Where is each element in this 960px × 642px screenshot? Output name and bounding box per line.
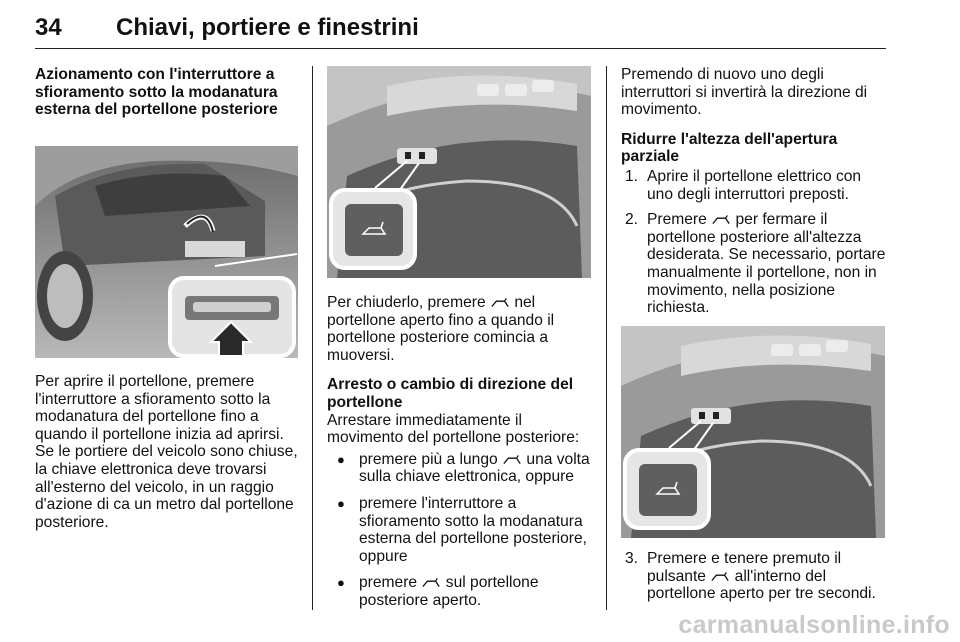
tailgate-button-illustration — [621, 326, 885, 538]
bullet-list — [327, 451, 591, 610]
car-rear-illustration — [35, 146, 298, 358]
tailgate-button-illustration — [327, 66, 591, 278]
list-item — [327, 495, 591, 565]
column-1 — [35, 66, 298, 119]
column-3 — [621, 66, 887, 325]
section-heading: Azionamento con l'interruttore a sfioramento sotto la modanatura esterna del portellone posteriore — [35, 66, 278, 119]
list-item — [327, 451, 591, 486]
tailgate-icon — [490, 297, 510, 309]
section-heading: Ridurre l'altezza dell'apertura parziale — [621, 130, 838, 166]
text: all'interno del portellone aperto per tre secondi. — [647, 567, 876, 603]
paragraph — [327, 294, 591, 364]
tailgate-icon — [710, 571, 730, 583]
tailgate-icon — [502, 454, 522, 466]
text: premere — [359, 574, 418, 592]
list-item — [621, 168, 887, 203]
step-number: 2. — [625, 211, 639, 229]
page-number: 34 — [35, 14, 62, 41]
column-divider — [312, 66, 313, 610]
text: per fermare il portellone posteriore all'altezza desiderata. Se necessario, portare manualmente il portellone, non in movimento, nella posizione richiesta. — [647, 211, 886, 317]
paragraph: Premendo di nuovo uno degli interruttori si invertirà la direzione di movimento. — [621, 66, 868, 119]
step-number: 3. — [625, 550, 639, 567]
bullet: ● — [337, 451, 345, 467]
text: nel portellone aperto fino a quando il portellone posteriore comincia a muoversi. — [327, 294, 555, 364]
text: Per chiuderlo, premere — [327, 294, 486, 311]
bullet: ● — [337, 495, 345, 511]
page-title: Chiavi, portiere e finestrini — [116, 14, 419, 41]
text: Premere — [647, 211, 707, 229]
watermark: carmanualsonline.info — [678, 611, 950, 639]
text: sul portellone posteriore aperto. — [359, 574, 539, 609]
list-item — [327, 574, 591, 609]
tailgate-icon — [711, 214, 731, 226]
list-item — [621, 211, 887, 317]
text: una volta sulla chiave elettronica, oppure — [359, 450, 590, 486]
tailgate-icon — [421, 577, 441, 589]
section-heading: Arresto o cambio di direzione del portellone — [327, 376, 574, 411]
header-divider — [35, 48, 886, 49]
column-2 — [327, 294, 591, 619]
step-list — [621, 550, 887, 603]
column-3-bottom — [621, 548, 887, 611]
text: Aprire il portellone elettrico con uno degli interruttori preposti. — [647, 167, 862, 203]
bullet: ● — [337, 575, 345, 591]
text: premere più a lungo — [359, 450, 498, 468]
paragraph: Arrestare immediatamente il movimento del portellone posteriore: — [327, 411, 580, 447]
list-item — [621, 550, 887, 603]
text: premere l'interruttore a sfioramento sotto la modanatura esterna del portellone posteriore, oppure — [359, 494, 587, 565]
text: Premere e tenere premuto il pulsante — [647, 550, 842, 585]
page-header — [35, 8, 886, 50]
column-divider — [606, 66, 607, 610]
column-1-body — [35, 373, 298, 531]
step-list — [621, 168, 887, 317]
step-number: 1. — [625, 167, 639, 185]
paragraph: Per aprire il portellone, premere l'interruttore a sfioramento sotto la modanatura del portellone fino a quando il portellone inizia ad aprirsi. Se le portiere del veicolo sono chiuse, la chiave elettronica deve trovarsi all'esterno del veicolo, in un raggio d'azione di ca un metro dal portellone posteriore. — [35, 373, 298, 531]
